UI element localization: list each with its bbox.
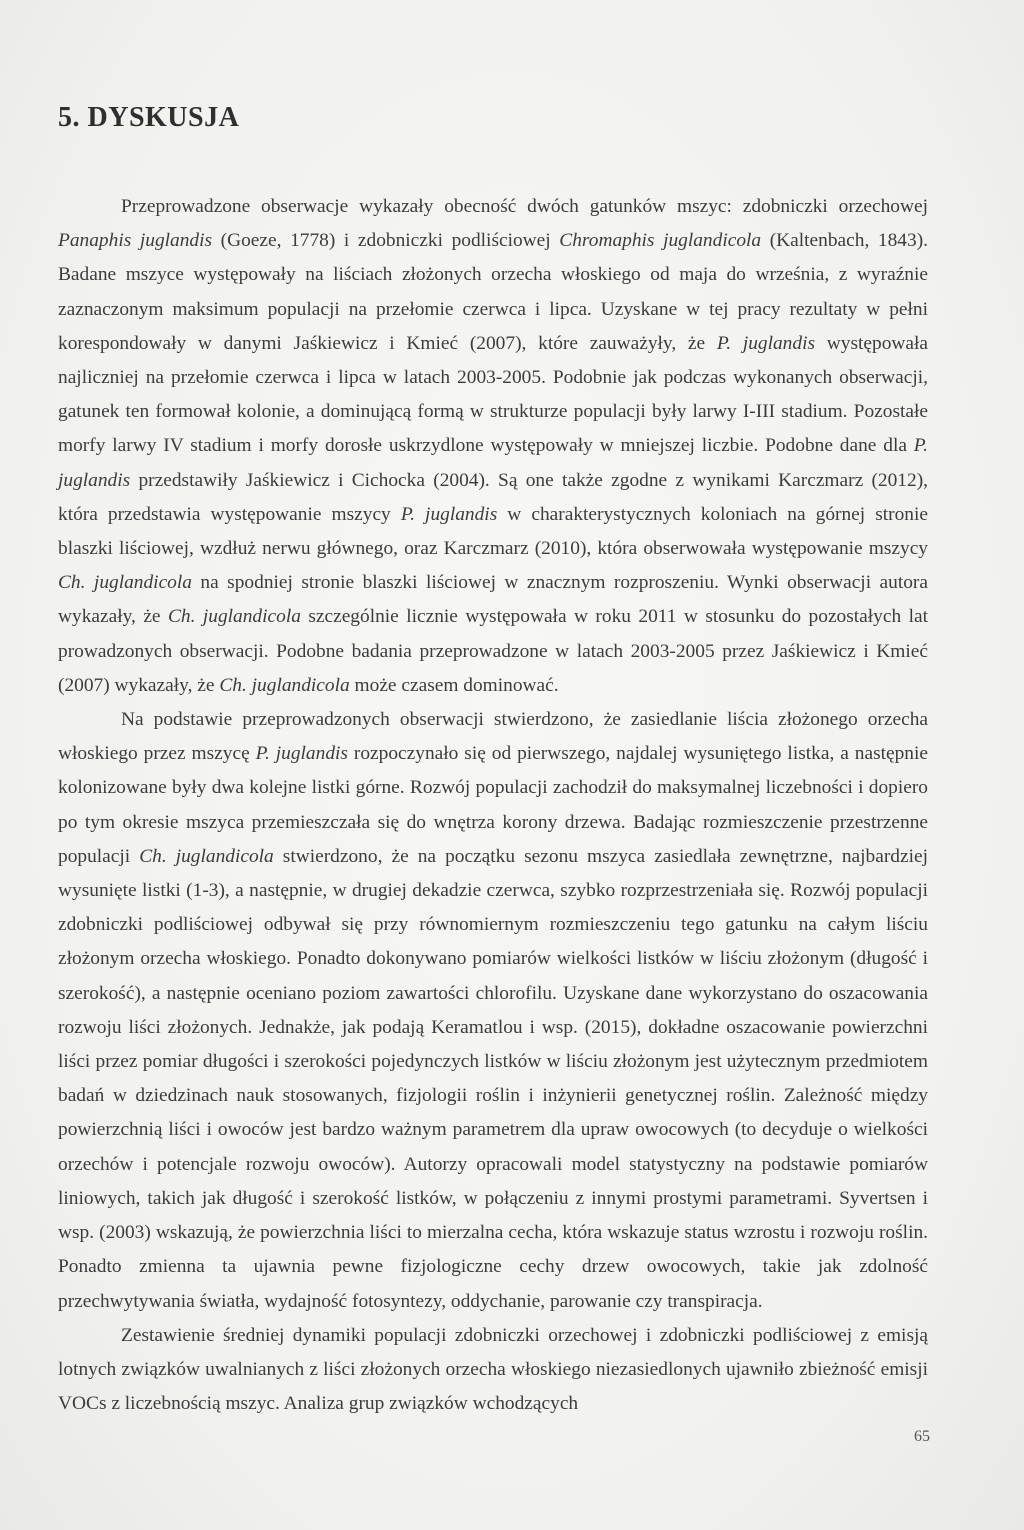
text-run: (Kaltenbach, 1843). Badane mszyce występowały na liściach złożonych orzecha włoskiego od maja do września, z wyraźnie zaznaczonym maksimum populacji na przełomie czerwca i lipca. Uzyskane w tej pracy rezultaty w pełni korespondowały w danymi Jaśkiewicz i Kmieć (2007), które zauważyły, że [58, 230, 928, 354]
section-heading: 5. DYSKUSJA [58, 102, 240, 133]
text-run: Zestawienie średniej dynamiki populacji zdobniczki orzechowej i zdobniczki podliściowej z emisją lotnych związków uwalnianych z liści złożonych orzecha włoskiego niezasiedlonych ujawniło zbieżność emisji VOCs z liczebnością mszyc. Analiza grup związków wchodzących [58, 1324, 928, 1415]
species-name: Ch. juglandicola [139, 845, 274, 867]
species-name: Ch. juglandicola [58, 572, 192, 594]
text-run: szczególnie licznie występowała w roku 2011 w stosunku do pozostałych lat prowadzonych obserwacji. Podobne badania przeprowadzone w latach 2003-2005 przez Jaśkiewicz i Kmieć (2007) wykazały, że [58, 606, 928, 696]
species-name: Chromaphis juglandicola [559, 230, 762, 252]
species-name: Panaphis juglandis [58, 230, 213, 252]
text-run: występowała najliczniej na przełomie czerwca i lipca w latach 2003-2005. Podobnie jak podczas wykonanych obserwacji, gatunek ten formował kolonie, a dominującą formą w strukturze populacji były larwy I-III stadium. Pozostałe morfy larwy IV stadium i morfy dorosłe uskrzydlone występowały w mniejszej liczbie. Podobne dane dla [58, 332, 928, 457]
text-run: przedstawiły Jaśkiewicz i Cichocka (2004). Są one także zgodne z wynikami Karczmarz (2012), która przedstawia występowanie mszycy [58, 469, 928, 525]
text-run: na spodniej stronie blaszki liściowej w znacznym rozproszeniu. Wynki obserwacji autora wykazały, że [58, 572, 928, 628]
text-run: może czasem dominować. [349, 674, 559, 696]
paragraph [58, 1319, 928, 1422]
species-name: Ch. juglandicola [219, 674, 350, 696]
species-name: P. juglandis [58, 435, 928, 491]
species-name: P. juglandis [400, 503, 498, 525]
paragraph [58, 190, 928, 703]
text-run: w charakterystycznych koloniach na górnej stronie blaszki liściowej, wzdłuż nerwu głównego, oraz Karczmarz (2010), która obserwowała występowanie mszycy [58, 503, 928, 560]
body-text [58, 190, 928, 1421]
text-run: Przeprowadzone obserwacje wykazały obecność dwóch gatunków mszyc: zdobniczki orzechowej [121, 196, 928, 217]
paragraph [58, 703, 928, 1319]
text-run: rozpoczynało się od pierwszego, najdalej wysuniętego listka, a następnie kolonizowane były dwa kolejne listki górne. Rozwój populacji zachodził do maksymalnej liczebności i dopiero po tym okresie mszyca przemieszczała się do wnętrza korony drzewa. Badając rozmieszczenie przestrzenne populacji [58, 743, 928, 867]
text-run: stwierdzono, że na początku sezonu mszyca zasiedlała zewnętrzne, najbardziej wysunięte listki (1-3), a następnie, w drugiej dekadzie czerwca, szybko rozprzestrzeniała się. Rozwój populacji zdobniczki podliściowej odbywał się przy równomiernym rozmieszczeniu tego gatunku na całym liściu złożonym orzecha włoskiego. Ponadto dokonywano pomiarów wielkości listków w liściu złożonym (długość i szerokość), a następnie oceniano poziom zawartości chlorofilu. Uzyskane dane wykorzystano do oszacowania rozwoju liści złożonych. Jednakże, jak podają Keramatlou i wsp. (2015), dokładne oszacowanie powierzchni liści przez pomiar długości i szerokości pojedynczych listków w liściu złożonym jest użytecznym przedmiotem badań w dziedzinach nauk stosowanych, fizjologii roślin i inżynierii genetycznej roślin. Zależność między powierzchnią liści i owoców jest bardzo ważnym parametrem dla upraw owocowych (to decyduje o wielkości orzechów i potencjale rozwoju owoców). Autorzy opracowali model statystyczny na podstawie pomiarów liniowych, takich jak długość i szerokość listków, w połączeniu z innymi prostymi parametrami. Syvertsen i wsp. (2003) wskazują, że powierzchnia liści to mierzalna cecha, która wskazuje status wzrostu i rozwoju roślin. Ponadto zmienna ta ujawnia pewne fizjologiczne cechy drzew owocowych, takie jak zdolność przechwytywania światła, wydajność fotosyntezy, oddychanie, parowanie czy transpiracja. [58, 845, 928, 1312]
species-name: P. juglandis [255, 743, 348, 765]
species-name: Ch. juglandicola [167, 606, 301, 628]
page-number: 65 [914, 1428, 930, 1445]
text-run: Na podstawie przeprowadzonych obserwacji stwierdzono, że zasiedlanie liścia złożonego orzecha włoskiego przez mszycę [58, 709, 928, 765]
species-name: P. juglandis [716, 332, 816, 354]
text-run: (Goeze, 1778) i zdobniczki podliściowej [212, 230, 560, 252]
